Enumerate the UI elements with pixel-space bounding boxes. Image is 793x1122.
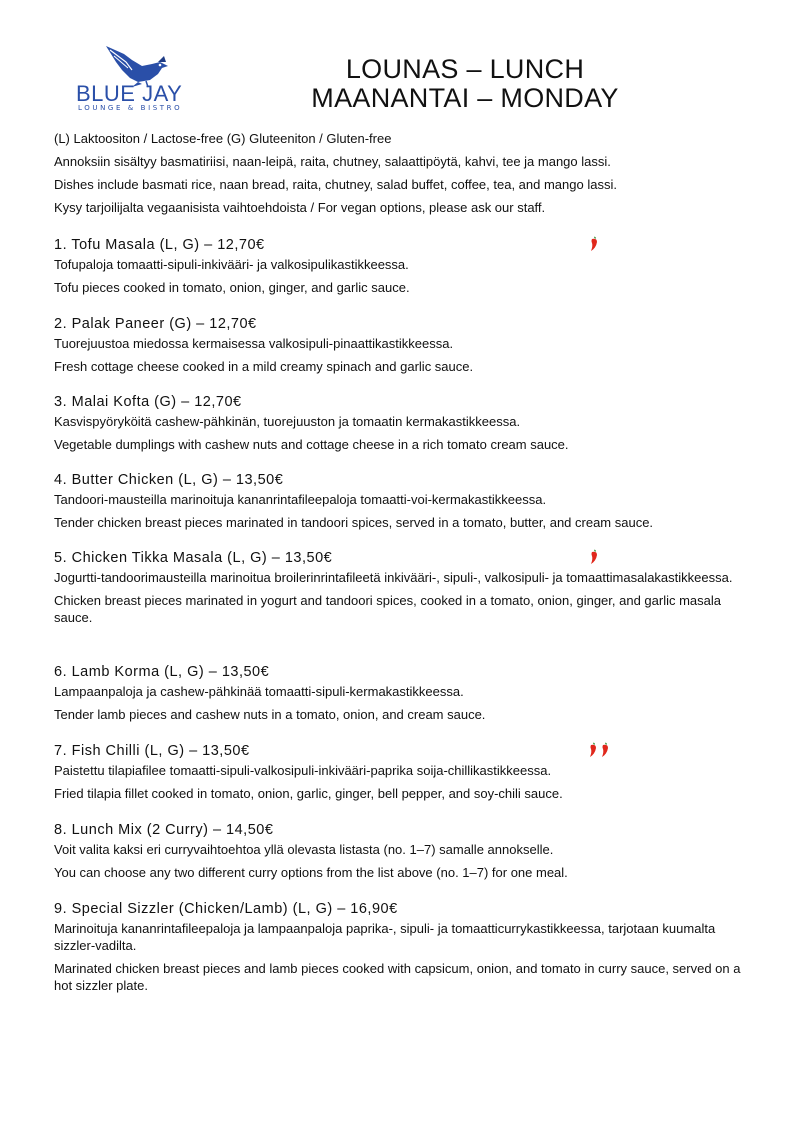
dish-description-fi: Tuorejuustoa miedossa kermaisessa valkosipuli-pinaattikastikkeessa. xyxy=(54,336,454,351)
dish-title: 5. Chicken Tikka Masala (L, G) – 13,50€ xyxy=(54,550,333,566)
menu-item xyxy=(54,549,744,626)
dish-title: 7. Fish Chilli (L, G) – 13,50€ xyxy=(54,743,250,759)
intro-notes xyxy=(54,130,754,222)
brand-logo xyxy=(72,40,202,120)
dish-title: 8. Lunch Mix (2 Curry) – 14,50€ xyxy=(54,822,274,838)
vegan-note: Kysy tarjoilijalta vegaanisista vaihtoehdoista / For vegan options, please ask our staff. xyxy=(54,200,546,215)
chili-icon xyxy=(588,236,600,252)
menu-item xyxy=(54,393,744,453)
includes-fi: Annoksiin sisältyy basmatiriisi, naan-leipä, raita, chutney, salaattipöytä, kahvi, tee ja mango lassi. xyxy=(54,154,611,169)
dish-description-fi: Tandoori-mausteilla marinoituja kananrintafileepaloja tomaatti-voi-kermakastikkeessa. xyxy=(54,492,547,507)
menu-item xyxy=(54,742,744,802)
page-title-line2: MAANANTAI – MONDAY xyxy=(311,83,619,113)
dish-description-en: Chicken breast pieces marinated in yogurt and tandoori spices, cooked in a tomato, onion, ginger, and garlic masala sauce. xyxy=(54,593,721,625)
menu-item xyxy=(54,900,744,994)
dish-title: 1. Tofu Masala (L, G) – 12,70€ xyxy=(54,237,265,253)
menu-item xyxy=(54,821,744,881)
menu-item xyxy=(54,236,744,296)
menu-item xyxy=(54,663,744,723)
diet-legend: (L) Laktoositon / Lactose-free (G) Gluteeniton / Gluten-free xyxy=(54,131,392,146)
dish-title: 2. Palak Paneer (G) – 12,70€ xyxy=(54,316,257,332)
dish-description-fi: Tofupaloja tomaatti-sipuli-inkivääri- ja valkosipulikastikkeessa. xyxy=(54,257,409,272)
dish-description-en: Vegetable dumplings with cashew nuts and cottage cheese in a rich tomato cream sauce. xyxy=(54,437,569,452)
dish-description-en: Fried tilapia fillet cooked in tomato, onion, garlic, ginger, bell pepper, and soy-chili sauce. xyxy=(54,786,563,801)
chili-icon xyxy=(588,549,600,565)
dish-description-fi: Paistettu tilapiafilee tomaatti-sipuli-valkosipuli-inkivääri-paprika soija-chillikastikkeessa. xyxy=(54,763,552,778)
menu-item xyxy=(54,315,744,375)
dish-description-en: Tofu pieces cooked in tomato, onion, ginger, and garlic sauce. xyxy=(54,280,410,295)
dish-title: 4. Butter Chicken (L, G) – 13,50€ xyxy=(54,472,284,488)
dish-description-en: Marinated chicken breast pieces and lamb pieces cooked with capsicum, onion, and tomato in curry sauce, served on a hot sizzler plate. xyxy=(54,961,741,993)
dish-description-fi: Jogurtti-tandoorimausteilla marinoitua broilerinrintafileetä inkivääri-, sipuli-, valkosipuli- ja tomaattimasalakastikkeessa. xyxy=(54,570,733,585)
dish-description-fi: Voit valita kaksi eri curryvaihtoehtoa yllä olevasta listasta (no. 1–7) samalle annokselle. xyxy=(54,842,554,857)
dish-title: 3. Malai Kofta (G) – 12,70€ xyxy=(54,394,242,410)
dish-description-fi: Kasvispyöryköitä cashew-pähkinän, tuorejuuston ja tomaatin kermakastikkeessa. xyxy=(54,414,521,429)
page-title-line1: LOUNAS – LUNCH xyxy=(345,54,585,84)
chili-icon xyxy=(599,742,611,758)
menu-item xyxy=(54,471,744,531)
dish-description-en: You can choose any two different curry options from the list above (no. 1–7) for one meal. xyxy=(54,865,568,880)
dish-description-en: Tender lamb pieces and cashew nuts in a tomato, onion, and cream sauce. xyxy=(54,707,486,722)
dish-description-fi: Lampaanpaloja ja cashew-pähkinää tomaatti-sipuli-kermakastikkeessa. xyxy=(54,684,464,699)
logo-brand-text: BLUE JAY xyxy=(76,81,183,106)
dish-description-fi: Marinoituja kananrintafileepaloja ja lampaanpaloja paprika-, sipuli- ja tomaatticurrykastikkeessa, tarjotaan kuumalta sizzler-vadilta. xyxy=(54,921,716,953)
includes-en: Dishes include basmati rice, naan bread, raita, chutney, salad buffet, coffee, tea, and mango lassi. xyxy=(54,177,617,192)
dish-description-en: Fresh cottage cheese cooked in a mild creamy spinach and garlic sauce. xyxy=(54,359,474,374)
chili-icon xyxy=(587,742,599,758)
logo-tagline: LOUNGE & BISTRO xyxy=(78,104,183,112)
dish-title: 6. Lamb Korma (L, G) – 13,50€ xyxy=(54,664,270,680)
dish-description-en: Tender chicken breast pieces marinated in tandoori spices, served in a tomato, butter, and cream sauce. xyxy=(54,515,654,530)
dish-title: 9. Special Sizzler (Chicken/Lamb) (L, G) – 16,90€ xyxy=(54,901,398,917)
